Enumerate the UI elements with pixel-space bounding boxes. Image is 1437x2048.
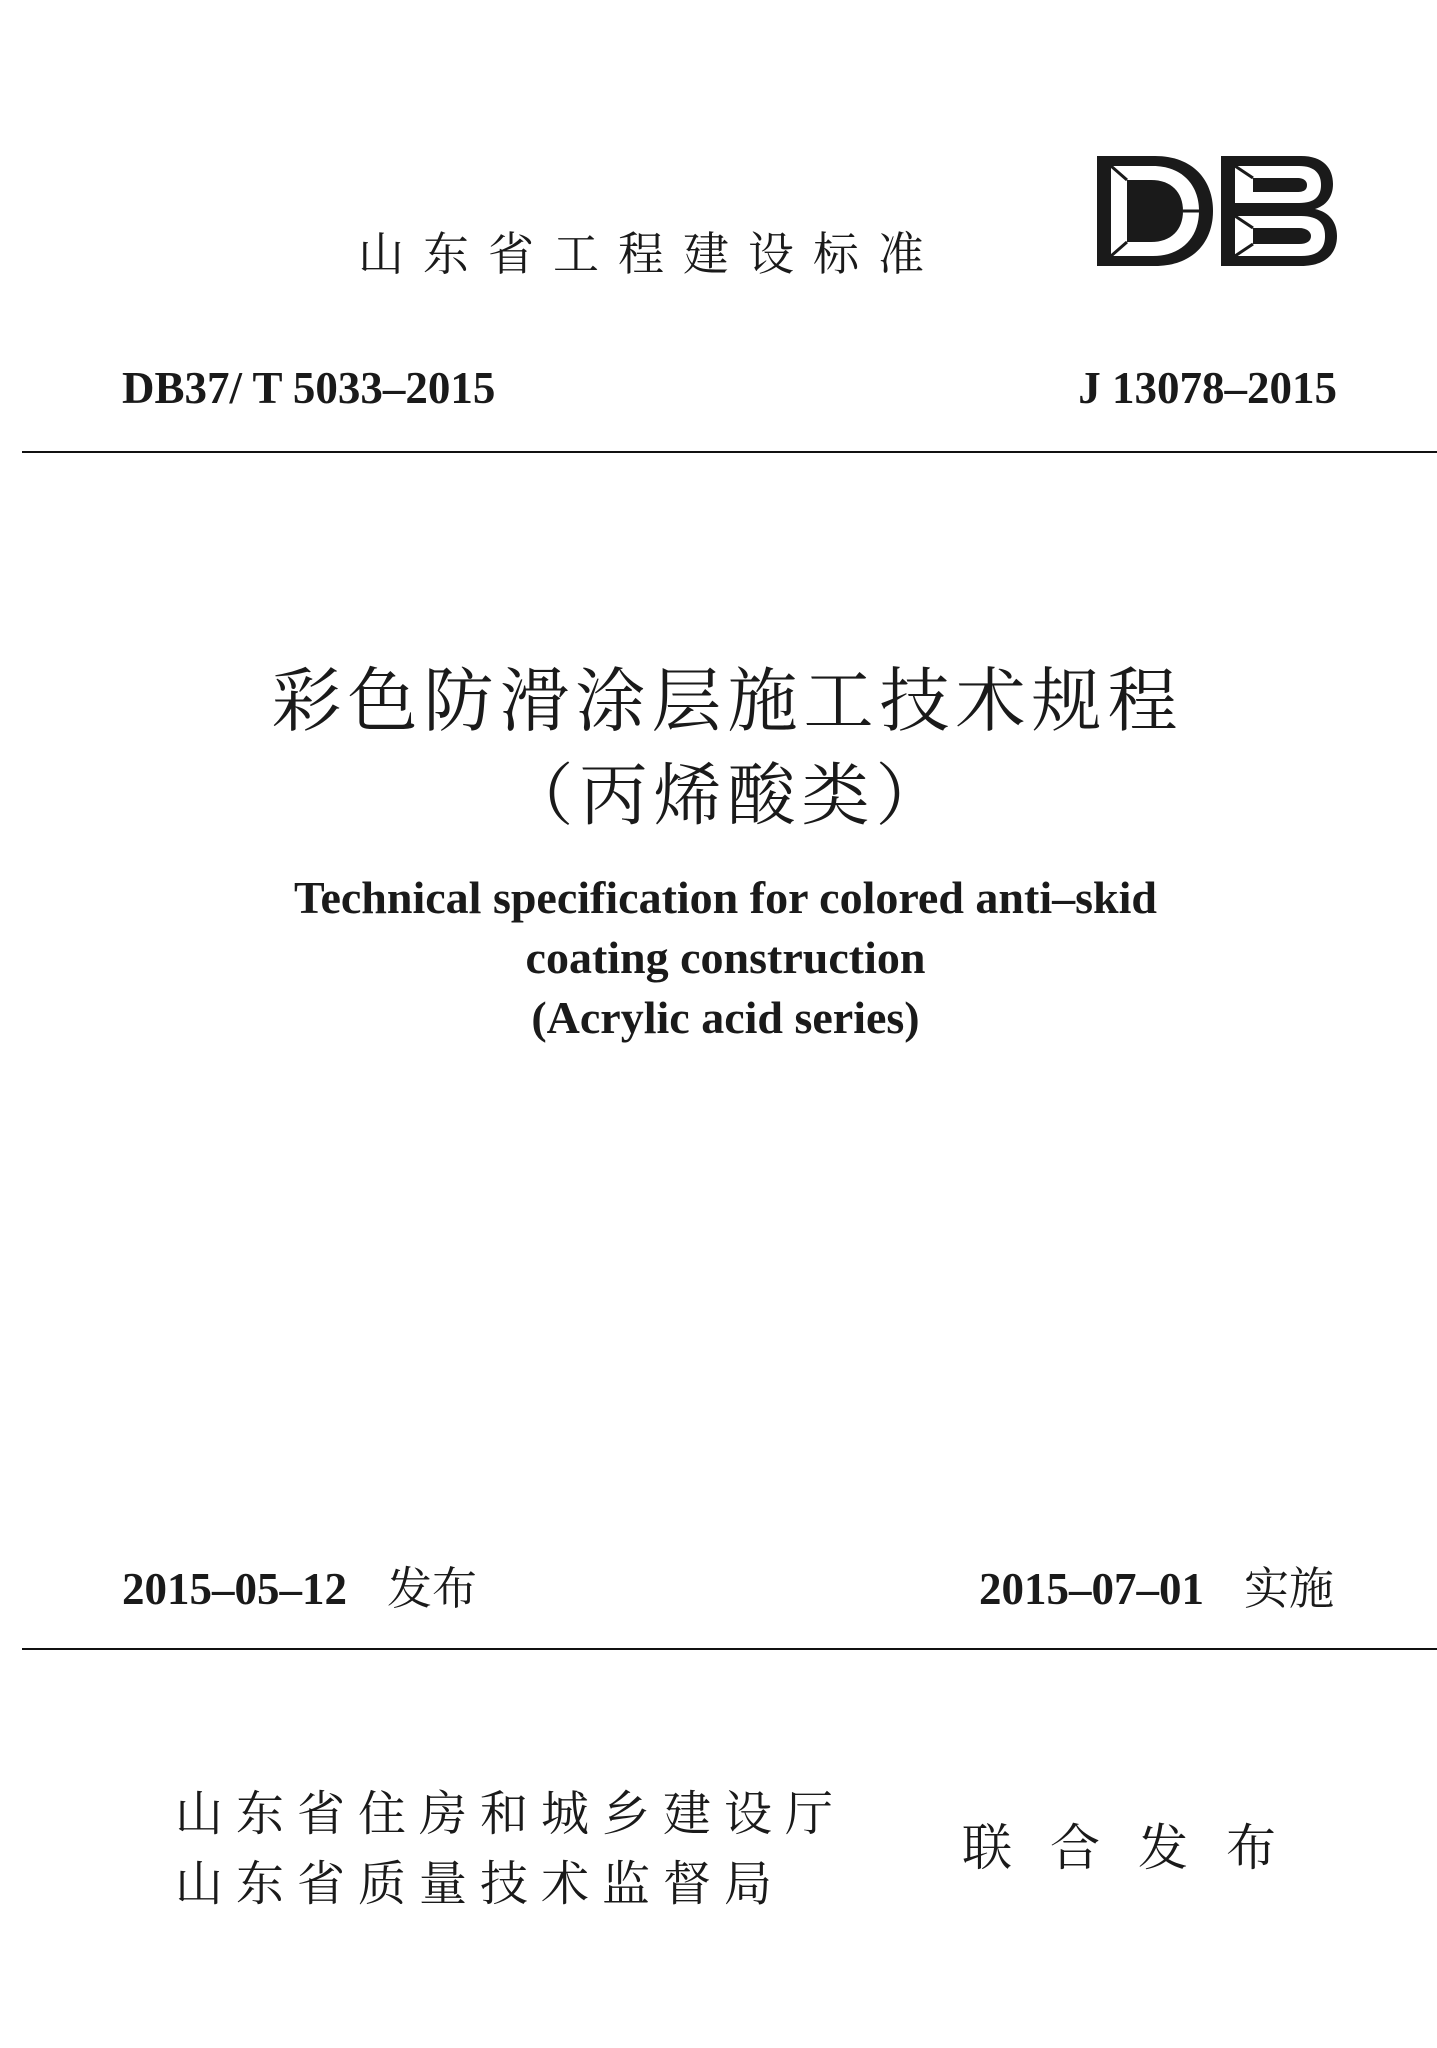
issue-label: 发布 (387, 1562, 478, 1615)
effective-label: 实施 (1243, 1562, 1334, 1615)
effective-date-block (979, 1552, 1334, 1617)
record-number: J 13078–2015 (1078, 363, 1337, 413)
issue-date-block (122, 1552, 477, 1617)
bottom-divider (22, 1648, 1437, 1650)
standard-number: DB37/ T 5033–2015 (122, 363, 496, 413)
issuer-housing-department: 山东省住房和城乡建设厅 (175, 1786, 847, 1842)
chinese-subtitle: （丙烯酸类） (505, 757, 950, 836)
issuer-quality-bureau: 山东省质量技术监督局 (175, 1856, 786, 1912)
chinese-title: 彩色防滑涂层施工技术规程 (271, 660, 1184, 742)
series-title: 山东省工程建设标准 (358, 227, 943, 281)
english-title-line-1: Technical specification for colored anti–skid (294, 872, 1157, 923)
joint-release-label: 联合发布 (962, 1819, 1314, 1877)
effective-date: 2015–07–01 (978, 1564, 1204, 1614)
english-title-line-3: (Acrylic acid series) (531, 992, 920, 1043)
english-title-line-2: coating construction (525, 932, 926, 983)
db-logo (1093, 152, 1338, 270)
issue-date: 2015–05–12 (122, 1564, 347, 1614)
top-divider (22, 451, 1437, 453)
